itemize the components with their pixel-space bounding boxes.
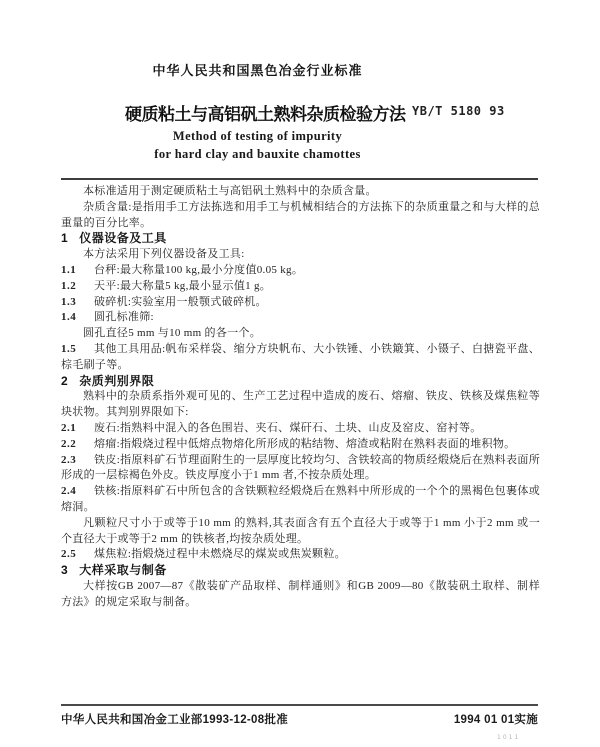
clause-2-1-number: 2.1 [61,421,77,434]
clause-2-4-number: 2.4 [61,485,77,498]
definition-paragraph: 杂质含量:是指用手工方法拣选和用手工与机械相结合的方法拣下的杂质重量之和与大样的总重量的百分比率。 [61,200,540,229]
clause-2-4 [61,484,540,516]
clause-1-1-text: 台秤:最大称量100 kg,最小分度值0.05 kg。 [94,263,304,276]
clause-1-4-subtext: 圆孔直径5 mm 与10 mm 的各一个。 [83,327,262,340]
clause-1-1-number: 1.1 [61,263,77,276]
section-2-title: 杂质判别界限 [79,373,155,388]
footer-divider [61,704,538,706]
standard-number: YB/T 5180 93 [412,104,505,118]
scope-paragraph: 本标准适用于测定硬质粘土与高铝矾土熟料中的杂质含量。 [83,185,377,197]
section-2-lead: 熟料中的杂质系指外观可见的、生产工艺过程中造成的废石、熔瘤、铁皮、铁核及煤焦粒等块状物。其判别界限如下: [61,390,540,419]
clause-1-4-text: 圆孔标准筛: [94,311,154,324]
clause-2-4-subparagraph: 凡颗粒尺寸小于或等于10 mm 的熟料,其表面含有五个直径大于或等于1 mm 小于2 mm 或一个直径大于或等于2 mm 的铁核者,均按杂质处理。 [61,516,540,545]
footer-row [61,711,538,727]
clause-2-3-number: 2.3 [61,453,77,466]
clause-1-3 [61,295,540,311]
section-3-heading [61,563,540,579]
clause-2-5 [61,547,540,563]
section-3-lead: 大样按GB 2007—87《散装矿产品取样、制样通则》和GB 2009—80《散装矾土取样、制样方法》的规定采取与制备。 [61,579,540,608]
section-1-heading [61,231,540,247]
english-title-line2: for hard clay and bauxite chamottes [154,147,361,161]
clause-1-2 [61,279,540,295]
clause-2-5-text: 煤焦粒:指煅烧过程中未燃烧尽的煤炭或焦炭颗粒。 [94,548,346,561]
approval-line: 中华人民共和国冶金工业部1993-12-08批准 [61,714,289,726]
clause-2-2-number: 2.2 [61,437,77,450]
clause-2-1-text: 废石:指熟料中混入的各色围岩、夹石、煤矸石、土块、山皮及窑皮、窑衬等。 [94,421,482,434]
clause-2-4-text: 铁核:指原料矿石中所包含的含铁颗粒经煅烧后在熟料中所形成的一个个的黑褐色包裹体或熔洞。 [61,485,540,513]
clause-2-2 [61,437,540,453]
clause-1-2-number: 1.2 [61,279,77,292]
section-2-heading [61,374,540,390]
section-1-number: 1 [61,231,69,246]
clause-2-3-text: 铁皮:指原料矿石节理面附生的一层厚度比较均匀、含铁较高的物质经煅烧后在熟料表面所形成的一层棕褐色外皮。铁皮厚度小于1 mm 者,不按杂质处理。 [61,453,540,482]
clause-2-3 [61,453,540,485]
clause-1-4 [61,310,540,326]
section-1-title: 仪器设备及工具 [79,231,167,246]
clause-2-2-text: 熔瘤:指煅烧过程中低熔点物熔化所形成的粘结物、熔渣或粘附在熟料表面的堆积物。 [94,437,516,450]
english-title-line1: Method of testing of impurity [172,129,343,143]
clause-1-2-text: 天平:最大称量5 kg,最小显示值1 g。 [94,279,272,292]
scan-artifact: 1011 [497,734,521,741]
section-3-title: 大样采取与制备 [79,563,167,578]
clause-1-5-number: 1.5 [61,342,77,355]
section-1-lead: 本方法采用下列仪器设备及工具: [83,248,245,261]
section-2-number: 2 [61,373,69,388]
clause-1-5-text: 其他工具用品:帆布采样袋、缩分方块帆布、大小铁锤、小铁簸箕、小镊子、白搪瓷平盘、棕毛刷子等。 [61,342,540,371]
clause-1-5 [61,342,540,374]
header-divider [61,178,538,180]
clause-1-1 [61,263,540,279]
clause-1-4-number: 1.4 [61,311,77,324]
implementation-line: 1994 01 01实施 [453,714,538,726]
clause-2-5-number: 2.5 [61,548,77,561]
standard-category-line: 中华人民共和国黑色冶金行业标准 [152,63,363,78]
document-body [61,184,540,611]
clause-2-1 [61,421,540,437]
clause-1-3-number: 1.3 [61,295,77,308]
document-title: 硬质粘土与高铝矾土熟料杂质检验方法 [125,105,406,124]
clause-1-3-text: 破碎机:实验室用一般颚式破碎机。 [94,295,267,308]
section-3-number: 3 [61,563,69,578]
